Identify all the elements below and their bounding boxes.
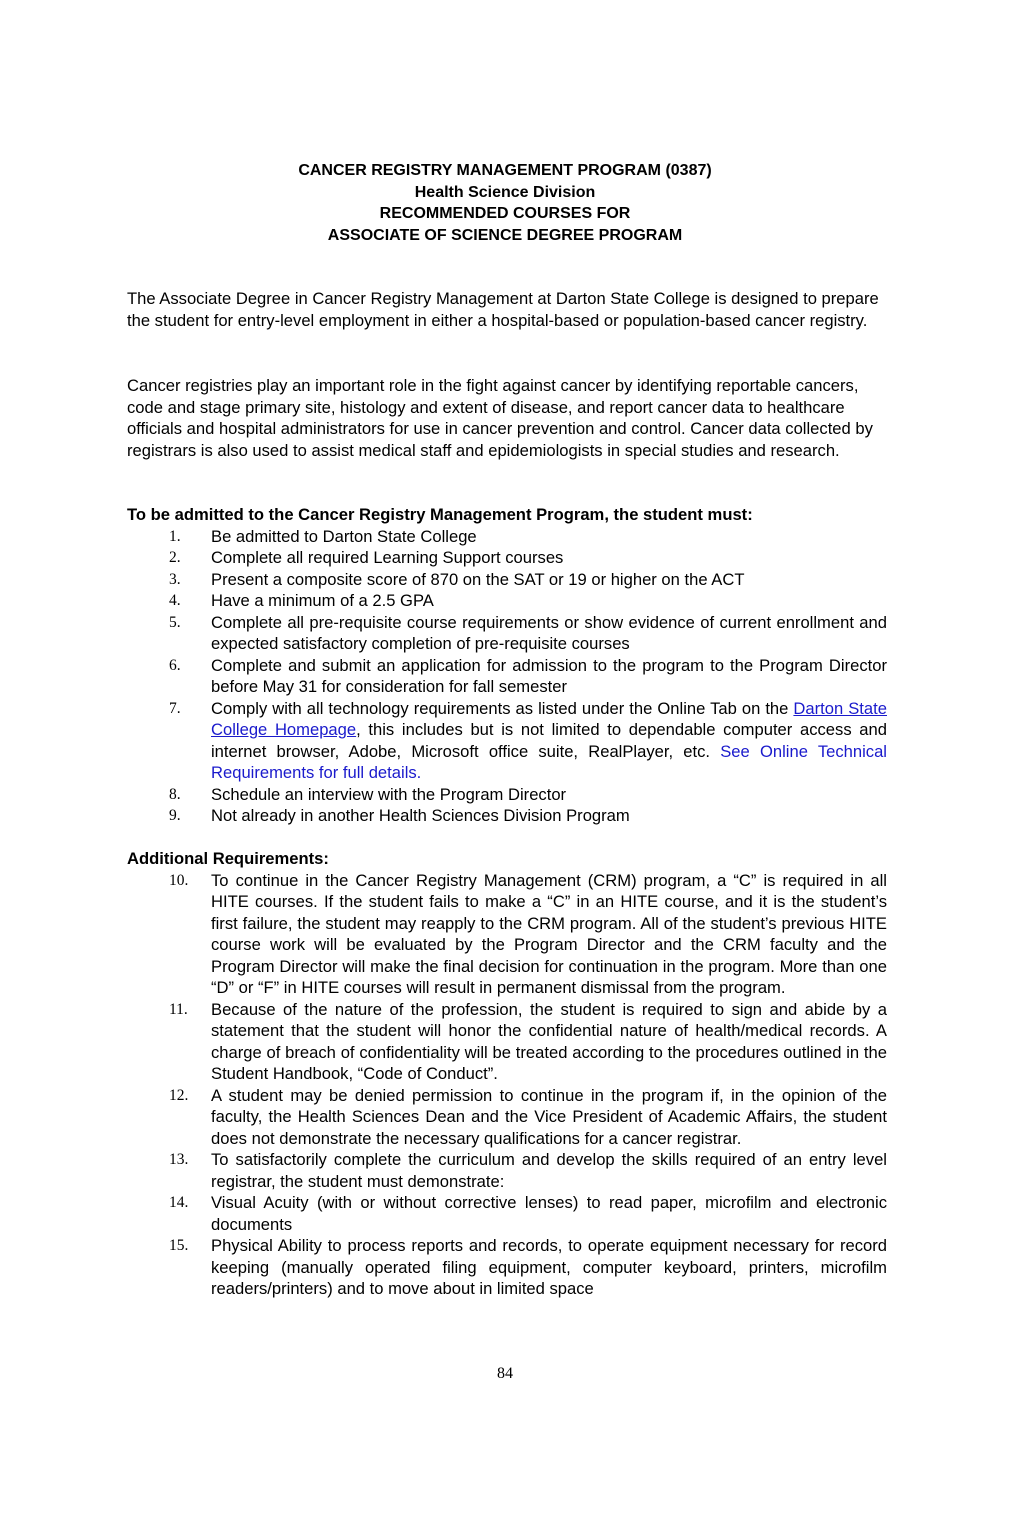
page-number: 84: [497, 1365, 513, 1382]
list-item: [127, 1192, 887, 1235]
degree-program-title: ASSOCIATE OF SCIENCE DEGREE PROGRAM: [327, 226, 683, 244]
list-item-number: 3.: [169, 570, 181, 588]
list-item: [127, 1149, 887, 1192]
intro-paragraph-2: Cancer registries play an important role in the fight against cancer by identifying reportable cancers, code and stage primary site, histology and extent of disease, and report cancer data to healthcare officials and hospital administrators for use in cancer prevention and control. Cancer data collected by registrars is also used to assist medical staff and epidemiologists in special studies and research.: [127, 376, 873, 460]
list-item-number: 12.: [169, 1086, 189, 1104]
document-header: [0, 160, 1010, 246]
list-item-text-before-link: Comply with all technology requirements as listed under the Online Tab on the: [211, 698, 794, 718]
list-item-text: Not already in another Health Sciences Division Program: [211, 806, 630, 825]
list-item-number: 14.: [169, 1194, 189, 1211]
list-item-number: 8.: [169, 785, 181, 803]
additional-heading: Additional Requirements:: [127, 849, 329, 868]
list-item-text: Complete all required Learning Support courses: [211, 548, 564, 567]
list-item-text: Because of the nature of the profession, the student is required to sign and abide by a statement that the student will honor the confidential nature of health/medical records. A charge of breach of confidentiality will be treated according to the procedures outlined in the Student Handbook, “Code of Conduct”.: [211, 999, 887, 1083]
list-item-text: Have a minimum of a 2.5 GPA: [211, 591, 434, 610]
recommended-courses-title: RECOMMENDED COURSES FOR: [379, 205, 631, 222]
list-item-number: 9.: [169, 807, 181, 824]
intro-paragraph-1-block: [127, 288, 887, 331]
list-item-number: 2.: [169, 549, 181, 566]
list-item: [127, 655, 887, 698]
admission-list: [127, 526, 887, 827]
list-item-number: 15.: [169, 1237, 189, 1254]
list-item-text: Complete all pre-requisite course requirements or show evidence of current enrollment and expected satisfactory completion of pre-requisite courses: [211, 612, 887, 653]
list-item: [127, 698, 887, 784]
list-item: [127, 590, 887, 612]
list-item: [127, 547, 887, 569]
list-item-number: 7.: [169, 699, 181, 717]
list-item: [127, 870, 887, 999]
online-technical-requirements-link[interactable]: See Online Technical Requirements for full details.: [211, 741, 887, 782]
list-item-number: 11.: [169, 1000, 188, 1018]
division-title: Health Science Division: [414, 183, 596, 201]
list-item-text: Be admitted to Darton State College: [211, 526, 477, 546]
list-item: [127, 569, 887, 591]
list-item-number: 1.: [169, 527, 181, 545]
list-item-number: 6.: [169, 656, 181, 674]
list-item: [127, 999, 887, 1085]
list-item: [127, 1235, 887, 1300]
program-title: CANCER REGISTRY MANAGEMENT PROGRAM (0387): [298, 162, 712, 179]
additional-list: [127, 870, 887, 1300]
additional-section: [127, 848, 887, 1300]
darton-homepage-link[interactable]: Darton State College Homepage: [211, 698, 887, 739]
list-item-text: To satisfactorily complete the curriculum and develop the skills required of an entry level registrar, the student must demonstrate:: [211, 1150, 887, 1191]
list-item-number: 13.: [169, 1151, 189, 1168]
list-item-number: 10.: [169, 871, 189, 889]
list-item-text: A student may be denied permission to continue in the program if, in the opinion of the faculty, the Health Sciences Dean and the Vice President of Academic Affairs, the student does not demonstrate the necessary qualifications for a cancer registrar.: [211, 1085, 887, 1148]
list-item: [127, 784, 887, 806]
list-item-number: 4.: [169, 592, 181, 609]
list-item: [127, 805, 887, 827]
intro-paragraph-2-block: [127, 375, 887, 461]
admission-section: [127, 504, 887, 827]
list-item-text: Present a composite score of 870 on the SAT or 19 or higher on the ACT: [211, 569, 745, 589]
list-item-text: Physical Ability to process reports and records, to operate equipment necessary for record keeping (manually operated filing equipment, computer keyboard, printers, microfilm readers/printers) and to move about in limited space: [211, 1236, 887, 1298]
list-item-text: Complete and submit an application for admission to the program to the Program Director before May 31 for consideration for fall semester: [211, 655, 887, 696]
list-item-text: To continue in the Cancer Registry Management (CRM) program, a “C” is required in all HITE courses. If the student fails to make a “C” in an HITE course, and it is the student’s first failure, the student may reapply to the CRM program. All of the student’s previous HITE course work will be evaluated by the Program Director and the CRM faculty and the Program Director will make the final decision for continuation in the program. More than one “D” or “F” in HITE courses will result in permanent dismissal from the program.: [211, 870, 887, 997]
list-item: [127, 1085, 887, 1150]
admission-heading: To be admitted to the Cancer Registry Management Program, the student must:: [127, 505, 753, 524]
intro-paragraph-1: The Associate Degree in Cancer Registry Management at Darton State College is designed to prepare the student for entry-level employment in either a hospital-based or population-based cancer registry.: [127, 289, 879, 330]
list-item-text: Schedule an interview with the Program Director: [211, 784, 567, 804]
list-item-text-after-link: , this includes but is not limited to dependable computer access and internet browser, Adobe, Microsoft office suite, RealPlayer, etc.: [211, 720, 887, 761]
list-item-text: Visual Acuity (with or without corrective lenses) to read paper, microfilm and electronic documents: [211, 1193, 887, 1234]
list-item-number: 5.: [169, 613, 181, 631]
list-item: [127, 526, 887, 548]
list-item: [127, 612, 887, 655]
